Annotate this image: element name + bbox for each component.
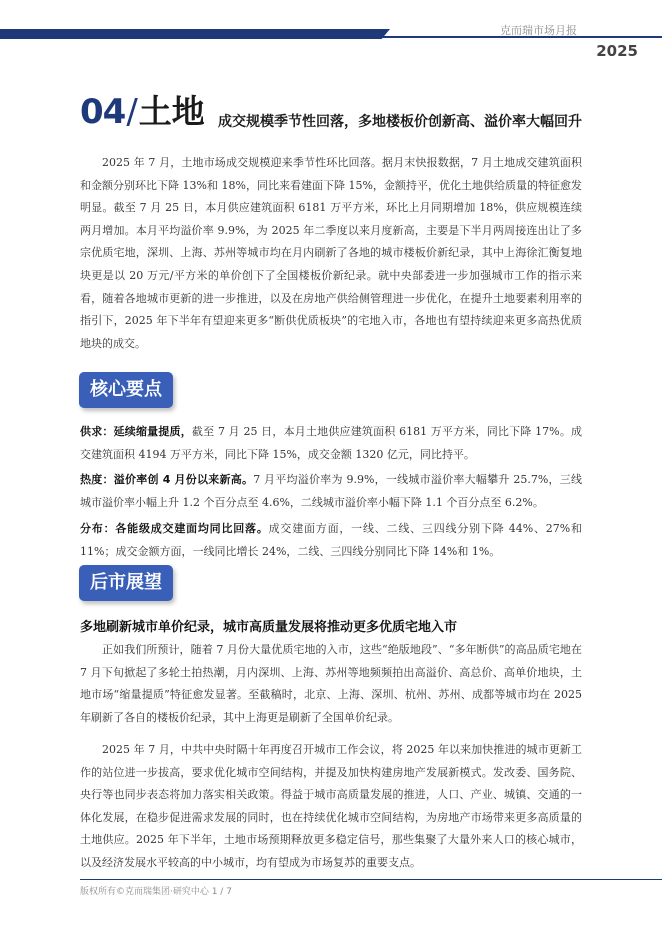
section-number: 04	[80, 92, 126, 132]
key-point-heat	[80, 469, 582, 514]
key-point-label: 热度：溢价率创 4 月份以来新高。	[80, 473, 254, 486]
outlook-badge: 后市展望	[79, 565, 173, 601]
key-point-distribution	[80, 518, 582, 563]
section-slash: /	[126, 92, 138, 132]
header-band-dark	[0, 29, 372, 39]
key-point-supply	[80, 421, 582, 466]
section-heading	[80, 86, 205, 132]
key-point-text: 7 月平均溢价率为 9.9%，一线城市溢价率大幅攀升 25.7%，三线城市溢价率小幅上升 1.2 个百分点至 4.6%，二线城市溢价率小幅下降 1.1 个百分点至 6.2%。	[80, 473, 583, 509]
key-points-badge: 核心要点	[79, 372, 173, 408]
report-brand: 克而瑞市场月报	[500, 24, 577, 37]
key-point-text: 成交建面方面，一线、二线、三四线分别下降 44%、27%和 11%；成交金额方面，一线同比增长 24%，二线、三四线分别同比下降 14%和 1%。	[80, 522, 582, 558]
outlook-paragraph: 正如我们所预计，随着 7 月份大量优质宅地的入市，这些“绝版地段”、“多年断供”的高品质宅地在 7 月下旬掀起了多轮土拍热潮，月内深圳、上海、苏州等地频频拍出高溢价、高总价、高单价地块，土地市场“缩量提质”特征愈发显著。至截稿时，北京、上海、深圳、杭州、苏州、成都等城市均在 2025 年刷新了各自的楼板价纪录，其中上海更是刷新了全国单价纪录。	[80, 643, 582, 724]
intro-paragraph: 2025 年 7 月，土地市场成交规模迎来季节性环比回落。据月末快报数据，7 月土地成交建筑面积和金额分别环比下降 13%和 18%，同比来看建面下降 15%，金额持平，优化土地供给质量的特征愈发明显。截至 7 月 25 日，本月供应建筑面积 6181 万平方米，环比上月同期增加 18%，供应规模连续两月增加。本月平均溢价率 9.9%，为 2025 年二季度以来月度新高，主要是下半月两周接连出让了多宗优质宅地，深圳、上海、苏州等城市均在月内刷新了各地的城市楼板价新纪录，其中上海徐汇衡复地块更是以 20 万元/平方米的单价创下了全国楼板价新纪录。就中央部委进一步加强城市工作的指示来看，随着各地城市更新的进一步推进，以及在房地产供给侧管理进一步优化，在提升土地要素利用率的指引下，2025 年下半年有望迎来更多“断供优质板块”的宅地入市，各地也有望持续迎来更多高热优质地块的成交。	[80, 156, 582, 350]
key-point-text: 截至 7 月 25 日，本月土地供应建筑面积 6181 万平方米，同比下降 17%。成交建筑面积 4194 万平方米，同比下降 15%，成交金额 1320 亿元，同比持平。	[80, 425, 583, 461]
outlook-paragraph: 2025 年 7 月，中共中央时隔十年再度召开城市工作会议，将 2025 年以来加快推进的城市更新工作的站位进一步拔高，要求优化城市空间结构，并提及加快构建房地产发展新模式。发改委、国务院、央行等也同步表态将加力落实相关政策。得益于城市高质量发展的推进，人口、产业、城镇、交通的一体化发展，在稳步促进需求发展的同时，也在持续优化城市空间结构，为房地产市场带来更多高质量的土地供应。2025 年下半年，土地市场预期释放更多稳定信号，那些集聚了大量外来人口的核心城市，以及经济发展水平较高的中小城市，均有望成为市场复苏的重要支点。	[80, 743, 582, 869]
key-point-label: 分布：各能级成交建面均同比回落。	[80, 522, 269, 535]
footer-copyright: 版权所有©克而瑞集团·研究中心 1 / 7	[80, 887, 232, 897]
report-year: 2025	[596, 42, 638, 60]
section-subtitle: 成交规模季节性回落，多地楼板价创新高、溢价率大幅回升	[218, 114, 582, 130]
footer-divider	[80, 879, 662, 880]
key-point-label: 供求：延续缩量提质，	[80, 425, 192, 438]
outlook-title: 多地刷新城市单价纪录，城市高质量发展将推动更多优质宅地入市	[80, 620, 458, 635]
section-name: 土地	[138, 92, 205, 131]
